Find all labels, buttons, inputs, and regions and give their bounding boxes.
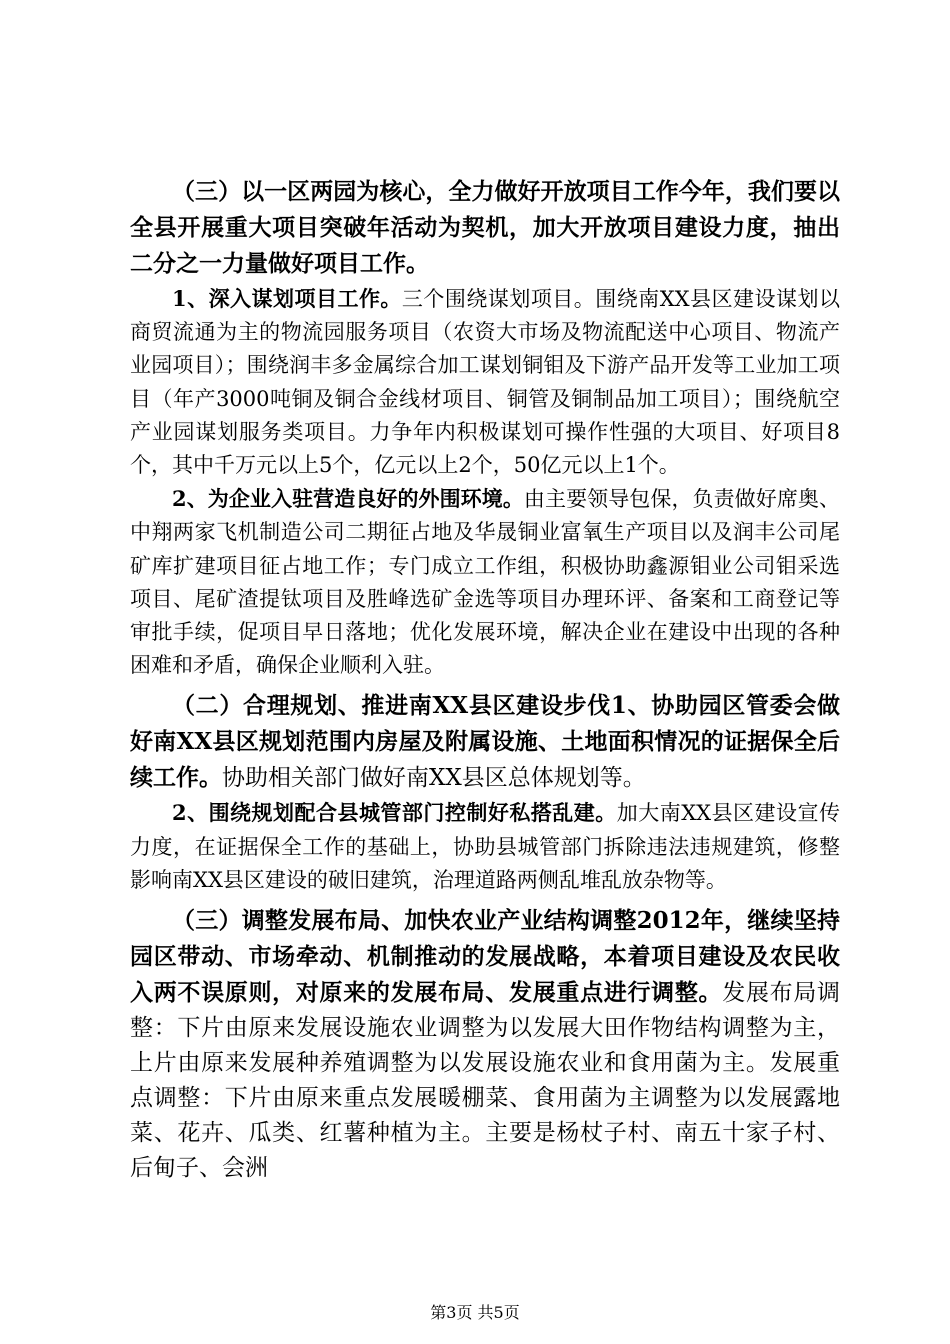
page-footer: 第3页 共5页 xyxy=(430,1303,520,1322)
paragraph-text: 发展布局调整：下片由原来发展设施农业调整为以发展大田作物结构调整为主，上片由原来发展种养殖调整为以发展设施农业和食用菌为主。发展重点调整：下片由原来重点发展暖棚菜、食用菌为主调整为以发展露地菜、花卉、瓜类、红薯种植为主。主要是杨杖子村、南五十家子村、后甸子、会洲 xyxy=(130,980,841,1182)
paragraph-enterprise-environment xyxy=(130,482,840,682)
paragraph-text: 加大南XX县区建设宣传力度，在证据保全工作的基础上，协助县城管部门拆除违法违规建筑，修整影响南XX县区建设的破旧建筑，治理道路两侧乱堆乱放杂物等。 xyxy=(130,801,840,892)
heading-text: （二）合理规划、推进南XX县区建设步伐1、协助园区管委会做好南XX县区规划范围内房屋及附属设施、土地面积情况的证据保全后续工作。 xyxy=(130,692,840,792)
paragraph-text: 由主要领导包保，负责做好席奥、中翔两家飞机制造公司二期征占地及华晟铜业富氧生产项目以及润丰公司尾矿库扩建项目征占地工作；专门成立工作组，积极协助鑫源钼业公司钼采选项目、尾矿渣提钛项目及胜峰选矿金选等项目办理环评、备案和工商登记等审批手续，促项目早日落地；优化发展环境，解决企业在建设中出现的各种困难和矛盾，确保企业顺利入驻。 xyxy=(130,487,840,678)
paragraph-lead: 2、为企业入驻营造良好的外围环境。 xyxy=(172,486,524,512)
paragraph-text: 协助相关部门做好南XX县区总体规划等。 xyxy=(222,765,646,792)
paragraph-plan-projects xyxy=(130,282,840,482)
document-body xyxy=(130,174,840,1186)
heading-text: （三）调整发展布局、加快农业产业结构调整2012年，继续坚持园区带动、市场牵动、机制推动的发展战略，本着项目建设及农民收入两不误原则，对原来的发展布局、发展重点进行调整。 xyxy=(130,907,840,1007)
paragraph-lead: 1、深入谋划项目工作。 xyxy=(172,286,402,311)
section-heading-3b xyxy=(130,903,840,1186)
section-heading-2 xyxy=(130,688,840,796)
paragraph-control-construction xyxy=(130,796,840,897)
paragraph-lead: 2、围绕规划配合县城管部门控制好私搭乱建。 xyxy=(172,800,617,826)
heading-text: （三）以一区两园为核心，全力做好开放项目工作今年，我们要以全县开展重大项目突破年活动为契机，加大开放项目建设力度，抽出二分之一力量做好项目工作。 xyxy=(130,178,840,277)
section-heading-3 xyxy=(130,174,840,282)
paragraph-text: 三个围绕谋划项目。围绕南XX县区建设谋划以商贸流通为主的物流园服务项目（农资大市场及物流配送中心项目、物流产业园项目）；围绕润丰多金属综合加工谋划铜钼及下游产品开发等工业加工项目（年产3000吨铜及铜合金线材项目、铜管及铜制品加工项目）；围绕航空产业园谋划服务类项目。力争年内积极谋划可操作性强的大项目、好项目8个，其中千万元以上5个，亿元以上2个，50亿元以上1个。 xyxy=(130,287,840,478)
